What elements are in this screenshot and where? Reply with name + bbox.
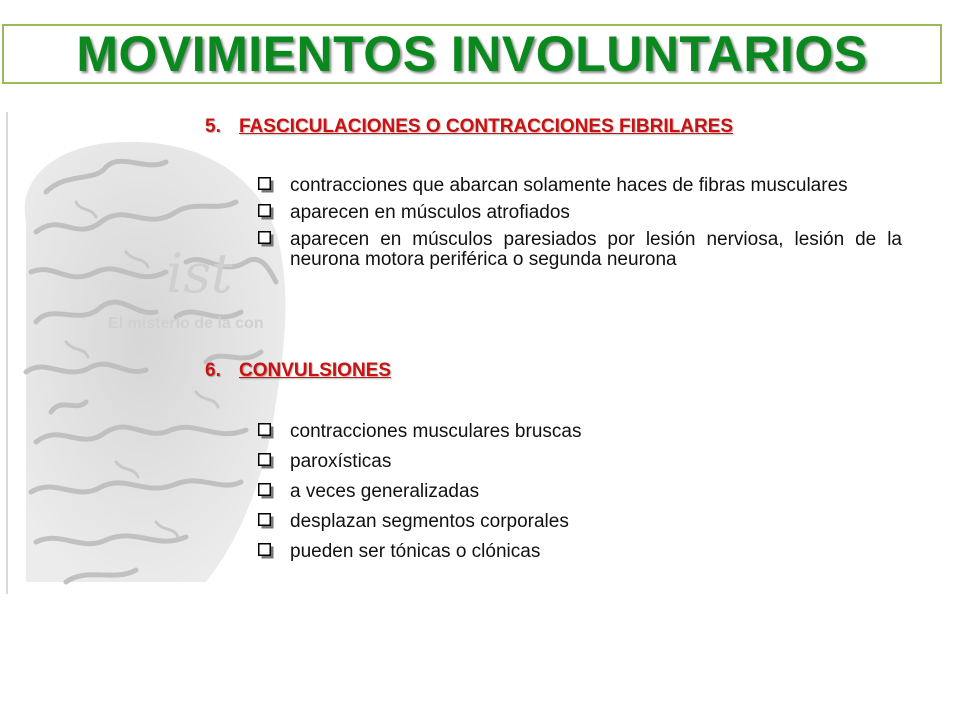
bullet-text: contracciones musculares bruscas bbox=[290, 421, 582, 442]
checkbox-bullet-icon bbox=[258, 453, 274, 469]
checkbox-bullet-icon bbox=[258, 177, 274, 193]
section-number: 6. bbox=[205, 360, 221, 381]
slide-title-box bbox=[2, 24, 942, 84]
bullet-text: a veces generalizadas bbox=[290, 481, 480, 502]
checkbox-bullet-icon bbox=[258, 543, 274, 559]
bullet-text: pueden ser tónicas o clónicas bbox=[290, 541, 541, 562]
list-item bbox=[258, 422, 902, 442]
list-item bbox=[258, 482, 902, 502]
list-item bbox=[258, 203, 902, 223]
checkbox-bullet-icon bbox=[258, 423, 274, 439]
convulsiones-bullet-list bbox=[258, 422, 902, 562]
fasciculaciones-bullet-list bbox=[258, 176, 902, 270]
list-item bbox=[258, 176, 902, 196]
bullet-text: aparecen en músculos paresiados por lesión nerviosa, lesión de la neurona motora periférica o segunda neurona bbox=[290, 229, 902, 270]
list-item bbox=[258, 452, 902, 472]
section-number: 5. bbox=[205, 116, 221, 137]
bullet-text: desplazan segmentos corporales bbox=[290, 511, 569, 532]
list-item bbox=[258, 542, 902, 562]
list-item bbox=[258, 230, 902, 270]
checkbox-bullet-icon bbox=[258, 204, 274, 220]
bullet-text: contracciones que abarcan solamente haces de fibras musculares bbox=[290, 175, 848, 196]
bullet-text: paroxísticas bbox=[290, 451, 392, 472]
brain-background-image bbox=[6, 112, 296, 594]
bullet-text: aparecen en músculos atrofiados bbox=[290, 202, 570, 223]
section-title: CONVULSIONES bbox=[239, 360, 392, 381]
checkbox-bullet-icon bbox=[258, 483, 274, 499]
section-heading-convulsiones bbox=[205, 360, 391, 382]
section-heading-fasciculaciones bbox=[205, 116, 733, 138]
background-script-text: ist bbox=[166, 242, 233, 305]
slide-title: MOVIMIENTOS INVOLUNTARIOS bbox=[76, 26, 868, 82]
section-title: FASCICULACIONES O CONTRACCIONES FIBRILARES bbox=[239, 116, 734, 137]
checkbox-bullet-icon bbox=[258, 513, 274, 529]
background-caption: El misterio de la con bbox=[108, 315, 264, 332]
list-item bbox=[258, 512, 902, 532]
checkbox-bullet-icon bbox=[258, 231, 274, 247]
